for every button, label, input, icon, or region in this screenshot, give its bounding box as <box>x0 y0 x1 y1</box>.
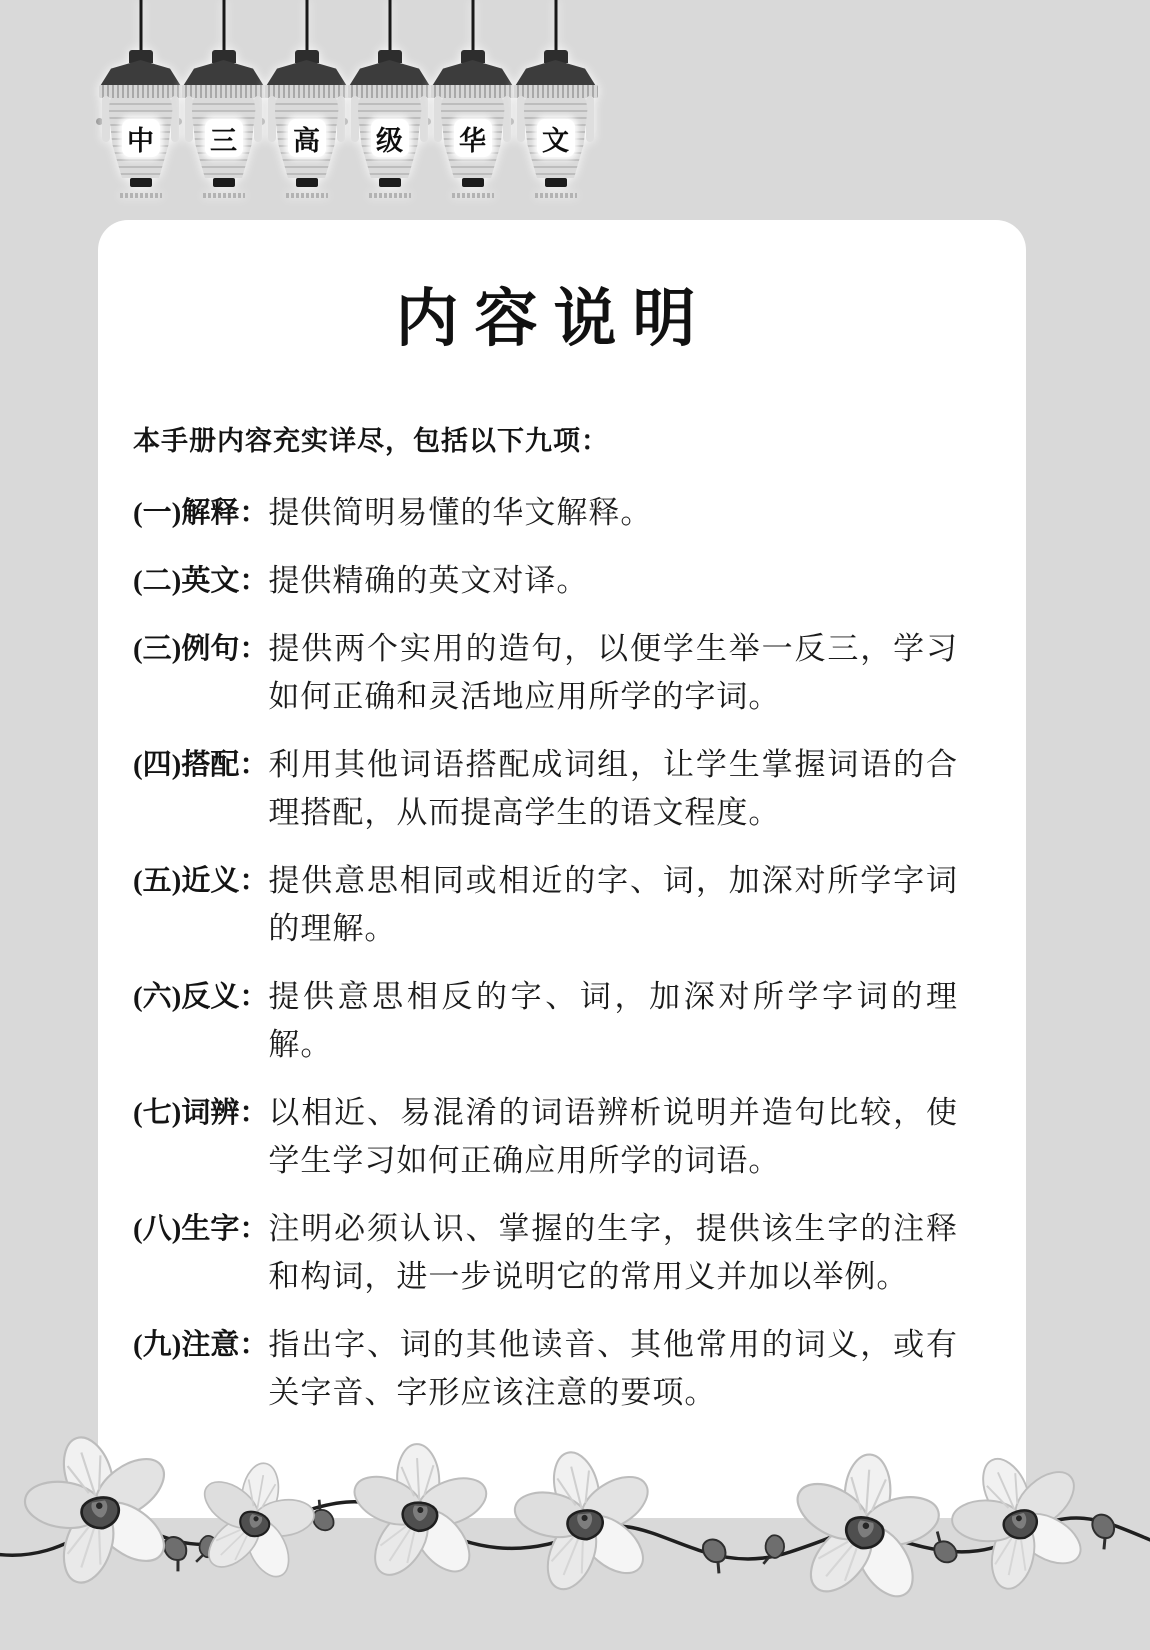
lantern-roof <box>349 60 431 87</box>
list-item <box>133 857 958 953</box>
lantern-tassel <box>268 96 276 142</box>
lantern-fringe <box>514 85 598 98</box>
lantern-cord <box>388 0 391 57</box>
lantern-tassel <box>254 96 262 142</box>
lantern-fringe <box>348 85 432 98</box>
lantern-tag <box>286 193 328 198</box>
item-description: 提供精确的英文对译。 <box>268 563 589 598</box>
lantern-tag <box>535 193 577 198</box>
lantern-tag <box>203 193 245 198</box>
item-label: (一)解释： <box>133 497 269 529</box>
lantern-tassel <box>420 96 428 142</box>
item-label: (二)英文： <box>133 565 269 597</box>
lantern-cord <box>471 0 474 57</box>
item-description: 提供意思相同或相近的字、词，加深对所学字词的理解。 <box>268 863 958 946</box>
lantern-banner <box>99 0 597 205</box>
lantern-icon <box>348 0 431 205</box>
list-item <box>133 625 958 721</box>
list-item <box>133 489 958 537</box>
lantern-tassel <box>434 96 442 142</box>
lantern-character: 华 <box>454 119 492 157</box>
lantern-character: 文 <box>537 119 575 157</box>
intro-text: 本手册内容充实详尽，包括以下九项： <box>133 426 609 456</box>
lantern-tassel <box>586 96 594 142</box>
lantern-character: 中 <box>122 119 160 157</box>
list-item <box>133 741 958 837</box>
lantern-knob <box>213 178 235 187</box>
lantern-roof <box>515 60 597 87</box>
item-label: (五)近义： <box>133 865 269 897</box>
item-label: (九)注意： <box>133 1329 269 1361</box>
lantern-fringe <box>182 85 266 98</box>
lantern-tassel <box>517 96 525 142</box>
item-label: (七)词辨： <box>133 1097 269 1129</box>
lantern-cord <box>222 0 225 57</box>
lantern-cord <box>305 0 308 57</box>
lantern-tag <box>369 193 411 198</box>
lantern-character: 高 <box>288 119 326 157</box>
lantern-character: 级 <box>371 119 409 157</box>
lantern-knob <box>545 178 567 187</box>
item-list <box>133 489 958 1417</box>
item-label: (六)反义： <box>133 981 269 1013</box>
lantern-tassel <box>102 96 110 142</box>
item-description: 利用其他词语搭配成词组，让学生掌握词语的合理搭配，从而提高学生的语文程度。 <box>268 747 958 830</box>
lantern-tag <box>452 193 494 198</box>
item-description: 注明必须认识、掌握的生字，提供该生字的注释和构词，进一步说明它的常用义并加以举例。 <box>268 1211 958 1294</box>
lantern-icon <box>182 0 265 205</box>
lantern-fringe <box>99 85 183 98</box>
lantern-tassel <box>185 96 193 142</box>
item-description: 提供简明易懂的华文解释。 <box>268 495 653 530</box>
item-description: 提供意思相反的字、词，加深对所学字词的理解。 <box>268 979 958 1062</box>
item-description: 以相近、易混淆的词语辨析说明并造句比较，使学生学习如何正确应用所学的词语。 <box>268 1095 958 1178</box>
lantern-roof <box>266 60 348 87</box>
lantern-tassel <box>351 96 359 142</box>
lantern-knob <box>296 178 318 187</box>
lantern-cord <box>139 0 142 57</box>
item-label: (八)生字： <box>133 1213 269 1245</box>
lantern-icon <box>514 0 597 205</box>
list-item <box>133 557 958 605</box>
content-card <box>98 220 1026 1518</box>
item-description: 提供两个实用的造句，以便学生举一反三，学习如何正确和灵活地应用所学的字词。 <box>268 631 958 714</box>
lantern-tassel <box>337 96 345 142</box>
lantern-fringe <box>431 85 515 98</box>
lantern-icon <box>431 0 514 205</box>
list-item <box>133 1321 958 1417</box>
lantern-fringe <box>265 85 349 98</box>
lantern-tassel <box>503 96 511 142</box>
list-item <box>133 973 958 1069</box>
list-item <box>133 1205 958 1301</box>
lantern-icon <box>99 0 182 205</box>
lantern-roof <box>100 60 182 87</box>
lantern-knob <box>130 178 152 187</box>
item-label: (四)搭配： <box>133 749 269 781</box>
lantern-tassel <box>171 96 179 142</box>
lantern-knob <box>379 178 401 187</box>
lantern-knob <box>462 178 484 187</box>
list-item <box>133 1089 958 1185</box>
page-title: 内容说明 <box>395 284 712 354</box>
lantern-roof <box>432 60 514 87</box>
orchid-border-decoration <box>0 1410 1150 1650</box>
lantern-cord <box>554 0 557 57</box>
item-description: 指出字、词的其他读音、其他常用的词义，或有关字音、字形应该注意的要项。 <box>268 1327 958 1410</box>
item-label: (三)例句： <box>133 633 269 665</box>
lantern-icon <box>265 0 348 205</box>
lantern-tag <box>120 193 162 198</box>
lantern-roof <box>183 60 265 87</box>
lantern-character: 三 <box>205 119 243 157</box>
